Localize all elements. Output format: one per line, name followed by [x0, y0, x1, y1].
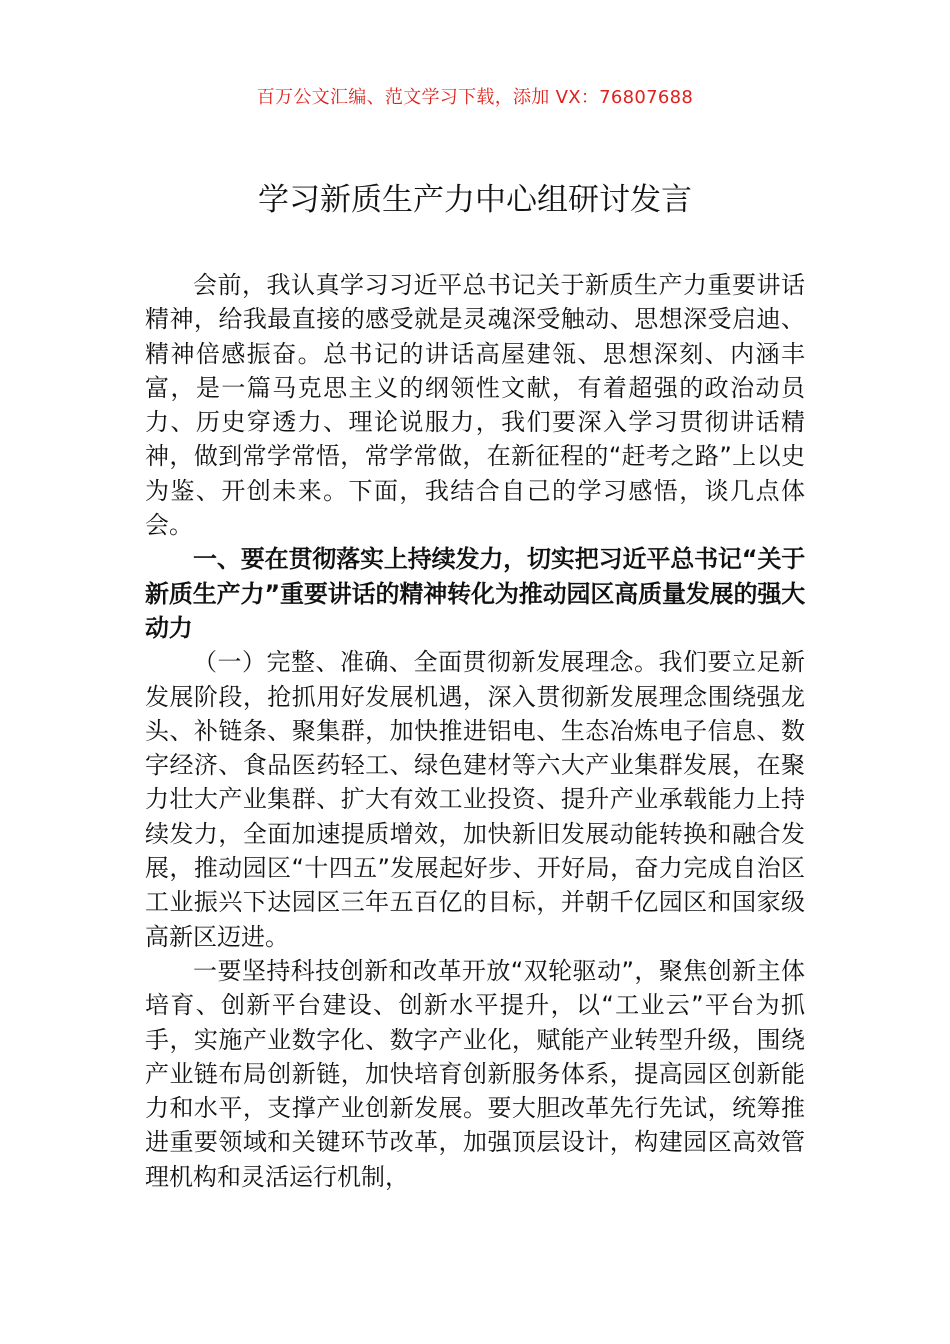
section-heading-1: 一、要在贯彻落实上持续发力，切实把习近平总书记“关于新质生产力”重要讲话的精神转化为推动园区高质量发展的强大动力 — [145, 545, 805, 642]
document-body — [145, 268, 805, 1194]
paragraph-point-1: 一要坚持科技创新和改革开放“双轮驱动”，聚焦创新主体培育、创新平台建设、创新水平提升，以“工业云”平台为抓手，实施产业数字化、数字产业化，赋能产业转型升级，围绕产业链布局创新链，加快培育创新服务体系，提高园区创新能力和水平，支撑产业创新发展。要大胆改革先行先试，统筹推进重要领域和关键环节改革，加强顶层设计，构建园区高效管理机构和灵活运行机制， — [145, 956, 805, 1191]
paragraph-subsection-1: （一）完整、准确、全面贯彻新发展理念。我们要立足新发展阶段，抢抓用好发展机遇，深入贯彻新发展理念围绕强龙头、补链条、聚集群，加快推进铝电、生态冶炼电子信息、数字经济、食品医药轻工、绿色建材等六大产业集群发展，在聚力壮大产业集群、扩大有效工业投资、提升产业承载能力上持续发力，全面加速提质增效，加快新旧发展动能转换和融合发展，推动园区“十四五”发展起好步、开好局，奋力完成自治区工业振兴下达园区三年五百亿的目标，并朝千亿园区和国家级高新区迈进。 — [145, 648, 805, 951]
paragraph-intro: 会前，我认真学习习近平总书记关于新质生产力重要讲话精神，给我最直接的感受就是灵魂深受触动、思想深受启迪、精神倍感振奋。总书记的讲话高屋建瓴、思想深刻、内涵丰富，是一篇马克思主义的纲领性文献，有着超强的政治动员力、历史穿透力、理论说服力，我们要深入学习贯彻讲话精神，做到常学常悟，常学常做，在新征程的“赶考之路”上以史为鉴、开创未来。下面，我结合自己的学习感悟，谈几点体会。 — [145, 271, 805, 540]
document-title: 学习新质生产力中心组研讨发言 — [258, 182, 692, 218]
header-note: 百万公文汇编、范文学习下载，添加 VX：76807688 — [256, 87, 694, 108]
